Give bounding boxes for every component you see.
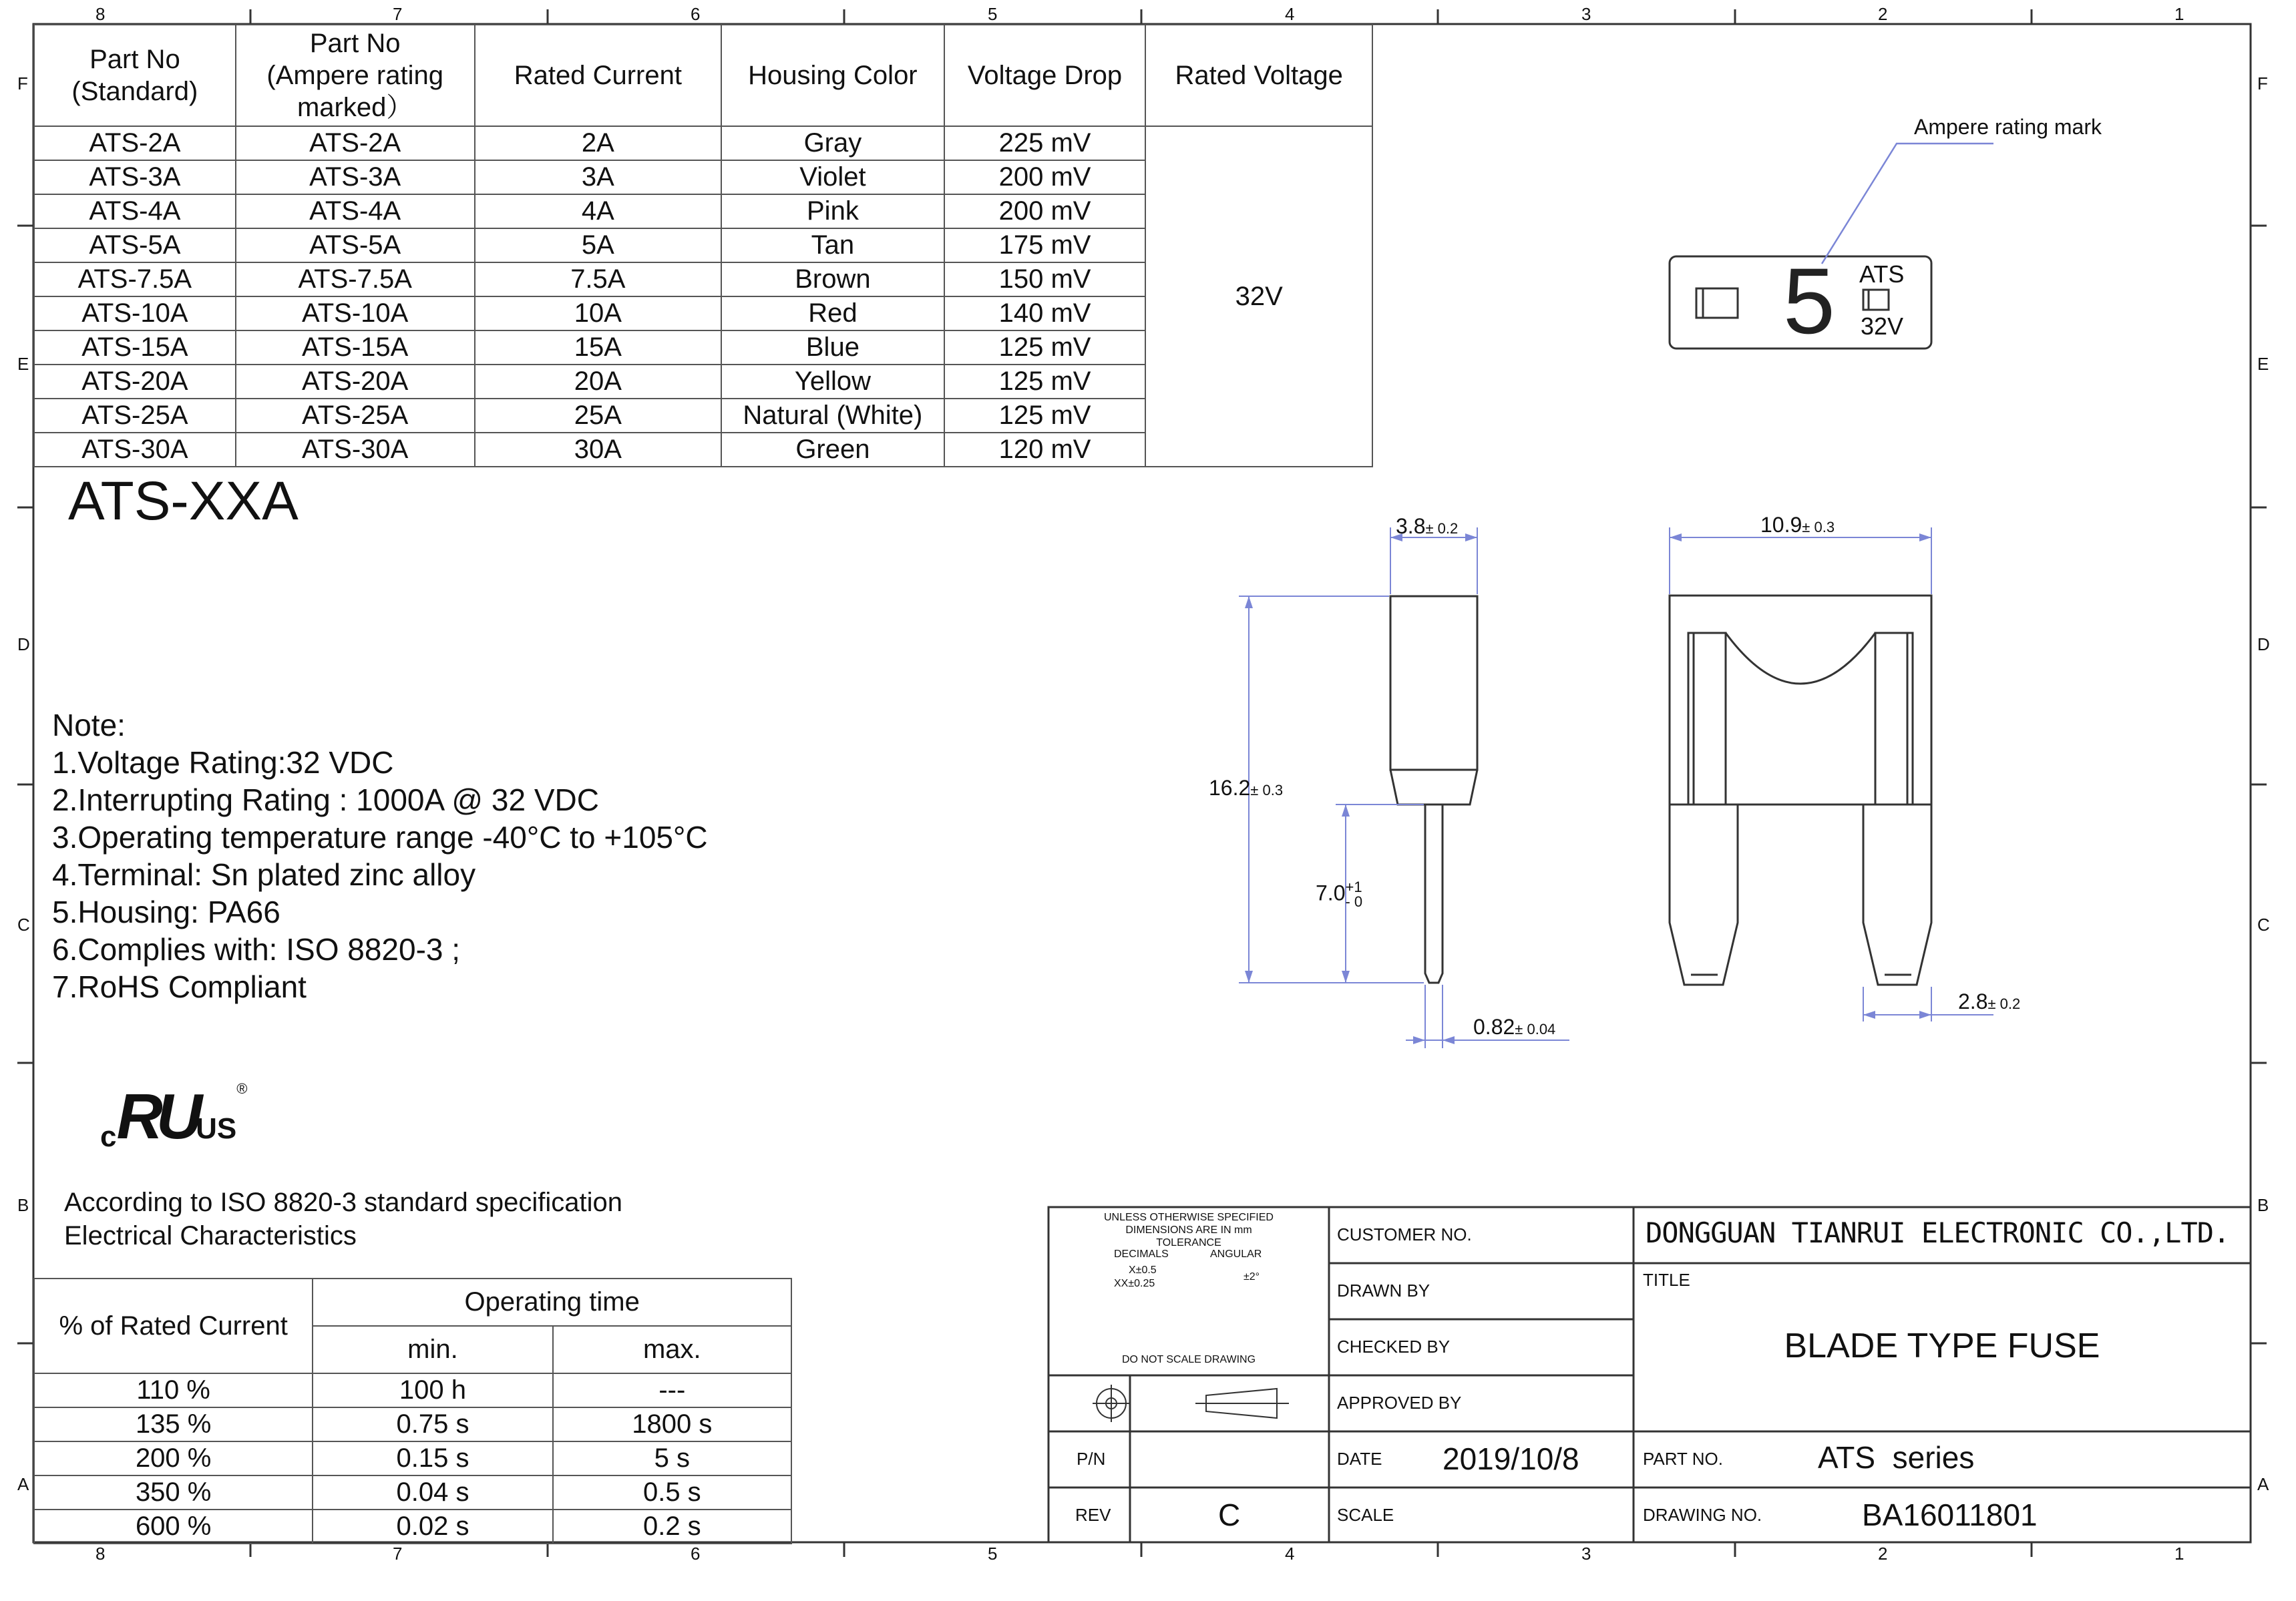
table-row: [34, 126, 1372, 160]
table-cell: Violet: [721, 160, 944, 194]
fuse-voltage-mark: 32V: [1861, 312, 1904, 340]
table-cell: 1800 s: [553, 1407, 791, 1441]
do-not-scale: DO NOT SCALE DRAWING: [1121, 1354, 1256, 1365]
zone-col-3-bottom: 3: [1581, 1544, 1591, 1564]
zone-col-2: 2: [1878, 4, 1888, 24]
table-cell: 140 mV: [944, 296, 1146, 330]
approved-by-label: APPROVED BY: [1337, 1393, 1462, 1413]
fuse-brand-mark: ATS: [1859, 260, 1905, 288]
xx-tolerance: XX±0.25: [1114, 1278, 1155, 1289]
table-cell: Red: [721, 296, 944, 330]
dim-blade-thickness: 0.82± 0.04: [1473, 1015, 1556, 1039]
table-cell: ATS-30A: [236, 433, 475, 467]
note-item: 3.Operating temperature range -40°C to +105°C: [52, 820, 708, 855]
table-cell: 125 mV: [944, 399, 1146, 433]
table-cell: ATS-7.5A: [34, 262, 236, 296]
table-cell: ATS-30A: [34, 433, 236, 467]
header-percent-rated-current: % of Rated Current: [34, 1279, 313, 1373]
table-cell: 135 %: [34, 1407, 313, 1441]
fuse-front-view: [1670, 596, 1931, 985]
drawing-title: BLADE TYPE FUSE: [1784, 1327, 2100, 1365]
table-cell: ATS-25A: [236, 399, 475, 433]
table-cell: ATS-20A: [236, 365, 475, 399]
table-cell: ATS-20A: [34, 365, 236, 399]
table-cell: 30A: [475, 433, 722, 467]
table-row: [34, 1407, 791, 1441]
table-cell: 0.5 s: [553, 1475, 791, 1510]
zone-col-4: 4: [1285, 4, 1295, 24]
zone-row-b: B: [17, 1195, 29, 1215]
table-cell: 110 %: [34, 1373, 313, 1407]
zone-row-d-right: D: [2257, 634, 2270, 654]
table-cell: Tan: [721, 228, 944, 262]
table-cell: ATS-7.5A: [236, 262, 475, 296]
table-cell: 20A: [475, 365, 722, 399]
part-no-label: PART NO.: [1643, 1449, 1723, 1469]
company-name: DONGGUAN TIANRUI ELECTRONIC CO.,LTD.: [1646, 1216, 2230, 1249]
header-voltage-drop: Voltage Drop: [944, 25, 1146, 126]
table-cell: ATS-4A: [34, 194, 236, 228]
zone-col-6-bottom: 6: [691, 1544, 701, 1564]
table-cell: 15A: [475, 330, 722, 365]
table-cell: Green: [721, 433, 944, 467]
zone-col-5: 5: [988, 4, 998, 24]
header-housing-color: Housing Color: [721, 25, 944, 126]
table-cell: 120 mV: [944, 433, 1146, 467]
iso-text: According to ISO 8820-3 standard specification Electrical Characteristics: [64, 1188, 623, 1250]
table-cell: 10A: [475, 296, 722, 330]
table-cell: ATS-25A: [34, 399, 236, 433]
table-cell: ATS-2A: [236, 126, 475, 160]
zone-row-e-right: E: [2257, 354, 2269, 374]
table-row: [34, 1475, 791, 1510]
header-part-no-standard: Part No (Standard): [34, 25, 236, 126]
table-cell: 200 mV: [944, 160, 1146, 194]
zone-col-8-bottom: 8: [95, 1544, 106, 1564]
table-row: [34, 1373, 791, 1407]
table-cell: Natural (White): [721, 399, 944, 433]
rev-value: C: [1218, 1498, 1241, 1532]
decimals-label: DECIMALS: [1114, 1248, 1169, 1260]
model-title: ATS-XXA: [68, 471, 299, 531]
zone-col-4-bottom: 4: [1285, 1544, 1295, 1564]
note-item: 6.Complies with: ISO 8820-3 ;: [52, 932, 461, 967]
zone-col-3: 3: [1581, 4, 1591, 24]
zone-col-8: 8: [95, 4, 106, 24]
dim-blade-width: 2.8± 0.2: [1958, 989, 2021, 1013]
date-value: 2019/10/8: [1443, 1441, 1579, 1476]
table-cell: Yellow: [721, 365, 944, 399]
table-cell: 175 mV: [944, 228, 1146, 262]
notes-heading: Note:: [52, 708, 126, 742]
table-cell: 200 %: [34, 1441, 313, 1475]
table-cell: ATS-3A: [34, 160, 236, 194]
title-label: TITLE: [1643, 1270, 1690, 1290]
spec-table: [33, 24, 1373, 467]
projection-symbol-icon: [1093, 1385, 1289, 1422]
zone-row-d: D: [17, 634, 30, 654]
ul-cert-logo: cRUUS®: [100, 1080, 248, 1153]
table-cell: Pink: [721, 194, 944, 228]
zone-col-2-bottom: 2: [1878, 1544, 1888, 1564]
table-cell: 150 mV: [944, 262, 1146, 296]
note-item: 5.Housing: PA66: [52, 895, 280, 929]
customer-no-label: CUSTOMER NO.: [1337, 1224, 1472, 1244]
checked-by-label: CHECKED BY: [1337, 1337, 1451, 1357]
header-rated-current: Rated Current: [475, 25, 722, 126]
table-cell: 600 %: [34, 1510, 313, 1544]
table-cell: 350 %: [34, 1475, 313, 1510]
table-row: [34, 1441, 791, 1475]
zone-row-e: E: [17, 354, 29, 374]
drawn-by-label: DRAWN BY: [1337, 1281, 1430, 1301]
note-item: 7.RoHS Compliant: [52, 969, 307, 1004]
fuse-ampere-digit: 5: [1783, 248, 1835, 353]
fuse-side-view: [1390, 596, 1477, 983]
rev-label: REV: [1075, 1505, 1111, 1525]
dim-height: 16.2± 0.3: [1209, 776, 1284, 800]
note-item: 2.Interrupting Rating : 1000A @ 32 VDC: [52, 782, 599, 817]
zone-col-6: 6: [691, 4, 701, 24]
table-cell: 125 mV: [944, 365, 1146, 399]
header-min: min.: [313, 1326, 552, 1373]
rated-voltage-cell: 32V: [1145, 126, 1372, 467]
x-tolerance: X±0.5: [1129, 1265, 1157, 1276]
table-cell: ATS-5A: [34, 228, 236, 262]
dim-width-front: 10.9± 0.3: [1760, 513, 1835, 537]
zone-row-c-right: C: [2257, 915, 2270, 935]
zone-row-a-right: A: [2257, 1474, 2269, 1494]
header-operating-time: Operating time: [313, 1279, 791, 1326]
header-max: max.: [553, 1326, 791, 1373]
angular-label: ANGULAR: [1210, 1248, 1262, 1260]
part-no-value: ATS series: [1818, 1440, 1975, 1475]
pn-label: P/N: [1077, 1449, 1106, 1469]
table-cell: 7.5A: [475, 262, 722, 296]
zone-col-7-bottom: 7: [393, 1544, 403, 1564]
ampere-rating-mark-label: Ampere rating mark: [1914, 115, 2102, 139]
note-item: 1.Voltage Rating:32 VDC: [52, 745, 394, 780]
drawing-no-label: DRAWING NO.: [1643, 1505, 1762, 1525]
table-cell: 5 s: [553, 1441, 791, 1475]
table-cell: ATS-2A: [34, 126, 236, 160]
dim-blade-length: 7.0 +1 - 0: [1316, 879, 1363, 910]
table-cell: ATS-10A: [34, 296, 236, 330]
zone-col-1-bottom: 1: [2174, 1544, 2184, 1564]
table-cell: ATS-15A: [34, 330, 236, 365]
table-cell: ATS-10A: [236, 296, 475, 330]
table-cell: 100 h: [313, 1373, 552, 1407]
table-cell: 5A: [475, 228, 722, 262]
table-cell: Gray: [721, 126, 944, 160]
drawing-no-value: BA16011801: [1862, 1498, 2038, 1532]
table-cell: 200 mV: [944, 194, 1146, 228]
table-cell: 0.15 s: [313, 1441, 552, 1475]
table-cell: Brown: [721, 262, 944, 296]
zone-col-7: 7: [393, 4, 403, 24]
dimension-lines: [1239, 527, 1993, 1048]
table-cell: ATS-3A: [236, 160, 475, 194]
table-cell: 2A: [475, 126, 722, 160]
table-cell: 4A: [475, 194, 722, 228]
zone-row-f-right: F: [2257, 73, 2268, 93]
zone-row-f: F: [17, 73, 28, 93]
header-rated-voltage: Rated Voltage: [1145, 25, 1372, 126]
tolerance-notes: UNLESS OTHERWISE SPECIFIED DIMENSIONS ARE IN mm TOLERANCE: [1104, 1212, 1274, 1248]
table-cell: 0.04 s: [313, 1475, 552, 1510]
zone-row-c: C: [17, 915, 30, 935]
table-cell: Blue: [721, 330, 944, 365]
table-cell: ATS-5A: [236, 228, 475, 262]
table-cell: ATS-15A: [236, 330, 475, 365]
table-cell: 3A: [475, 160, 722, 194]
zone-row-b-right: B: [2257, 1195, 2269, 1215]
note-item: 4.Terminal: Sn plated zinc alloy: [52, 857, 476, 892]
date-label: DATE: [1337, 1449, 1382, 1469]
header-part-no-marked: Part No (Ampere rating marked）: [236, 25, 475, 126]
zone-row-a: A: [17, 1474, 29, 1494]
dim-width-side: 3.8± 0.2: [1396, 514, 1459, 538]
zone-col-1: 1: [2174, 4, 2184, 24]
table-row: [34, 1510, 791, 1544]
table-cell: 225 mV: [944, 126, 1146, 160]
table-cell: 125 mV: [944, 330, 1146, 365]
table-cell: 0.2 s: [553, 1510, 791, 1544]
table-cell: 0.75 s: [313, 1407, 552, 1441]
angular-tolerance: ±2°: [1243, 1271, 1260, 1283]
zone-col-5-bottom: 5: [988, 1544, 998, 1564]
operating-time-table: [33, 1278, 792, 1544]
table-cell: 25A: [475, 399, 722, 433]
table-cell: ATS-4A: [236, 194, 475, 228]
scale-label: SCALE: [1337, 1505, 1394, 1525]
notes-block: [52, 706, 708, 1005]
table-cell: ---: [553, 1373, 791, 1407]
table-cell: 0.02 s: [313, 1510, 552, 1544]
